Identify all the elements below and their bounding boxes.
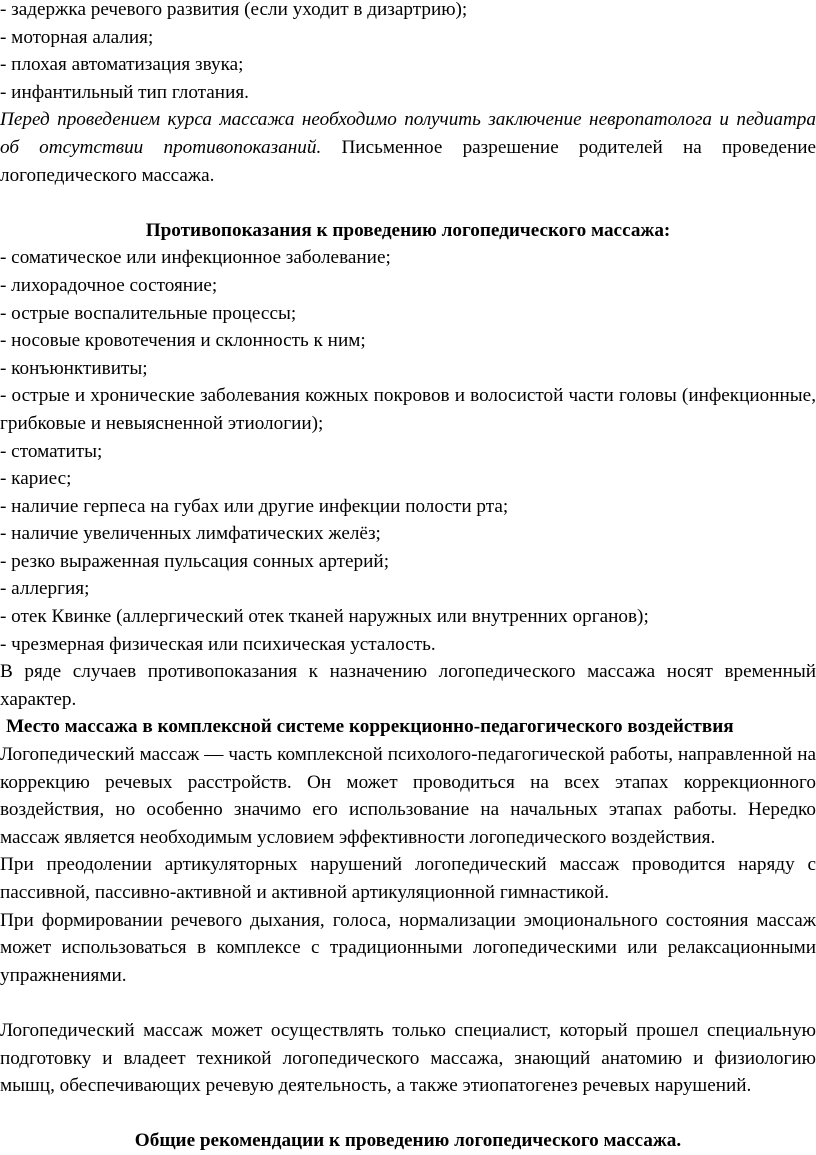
contraindication-item: - острые и хронические заболевания кожных покровов и волосистой части головы (инфекционные, грибковые и невыясненной этиологии); [0, 385, 816, 434]
contraindication-item: - наличие герпеса на губах или другие инфекции полости рта; [0, 495, 509, 517]
contraindication-item: - соматическое или инфекционное заболевание; [0, 247, 391, 269]
contraindication-item: - стоматиты; [0, 440, 103, 462]
contraindication-item: - наличие увеличенных лимфатических желёз; [0, 523, 381, 545]
contraindication-item: - острые воспалительные процессы; [0, 302, 297, 324]
contraindication-item: - аллергия; [0, 578, 90, 600]
place-paragraph: При преодолении артикуляторных нарушений логопедический массаж проводится наряду с пассивной, пассивно-активной и активной артикуляционной гимнастикой. [0, 854, 816, 903]
place-section-heading: Место массажа в комплексной системе коррекционно-педагогического воздействия [6, 716, 734, 738]
contraindications-heading: Противопоказания к проведению логопедического массажа: [145, 219, 671, 241]
intro-item: - плохая автоматизация звука; [0, 54, 244, 76]
recommendations-heading: Общие рекомендации к проведению логопедического массажа. [134, 1130, 682, 1152]
precaution-normal: Письменное разрешение родителей на проведение логопедического массажа. [0, 136, 816, 186]
contraindication-item: - кариес; [0, 468, 72, 490]
contraindications-note: В ряде случаев противопоказания к назначению логопедического массажа носят временный характер. [0, 661, 816, 710]
spacer [0, 1100, 816, 1128]
contraindication-item: - носовые кровотечения и склонность к ним; [0, 330, 366, 352]
contraindication-item: - конъюнктивиты; [0, 357, 148, 379]
precaution-paragraph [0, 106, 816, 189]
contraindication-item: - лихорадочное состояние; [0, 274, 218, 296]
specialist-paragraph: Логопедический массаж может осуществлять только специалист, который прошел специальную подготовку и владеет техникой логопедического массажа, знающий анатомию и физиологию мышц, обеспечивающих речевую деятельность, а также этиопатогенез речевых нарушений. [0, 1019, 816, 1097]
intro-item: - моторная алалия; [0, 26, 154, 48]
place-paragraph: При формировании речевого дыхания, голоса, нормализации эмоционального состояния массаж может использоваться в комплексе с традиционными логопедическими или релаксационными упражнениями. [0, 909, 816, 986]
contraindication-item: - отек Квинке (аллергический отек тканей наружных или внутренних органов); [0, 606, 649, 628]
spacer [0, 189, 816, 217]
contraindication-item: - чрезмерная физическая или психическая усталость. [0, 633, 436, 655]
place-paragraph: Логопедический массаж — часть комплексной психолого-педагогической работы, направленной на коррекцию речевых расстройств. Он может проводиться на всех этапах коррекционного воздействия, но особенно значимо его использование на начальных этапах работы. Нередко массаж является необходимым условием эффективности логопедического воздействия. [0, 744, 816, 848]
contraindication-item: - резко выраженная пульсация сонных артерий; [0, 550, 390, 572]
intro-item: - задержка речевого развития (если уходит в дизартрию); [0, 0, 468, 20]
spacer [0, 989, 816, 1017]
precaution-italic: Перед проведением курса массажа необходимо получить заключение невропатолога и педиатра об отсутствии противопоказаний. [0, 109, 816, 158]
intro-item: - инфантильный тип глотания. [0, 81, 249, 103]
